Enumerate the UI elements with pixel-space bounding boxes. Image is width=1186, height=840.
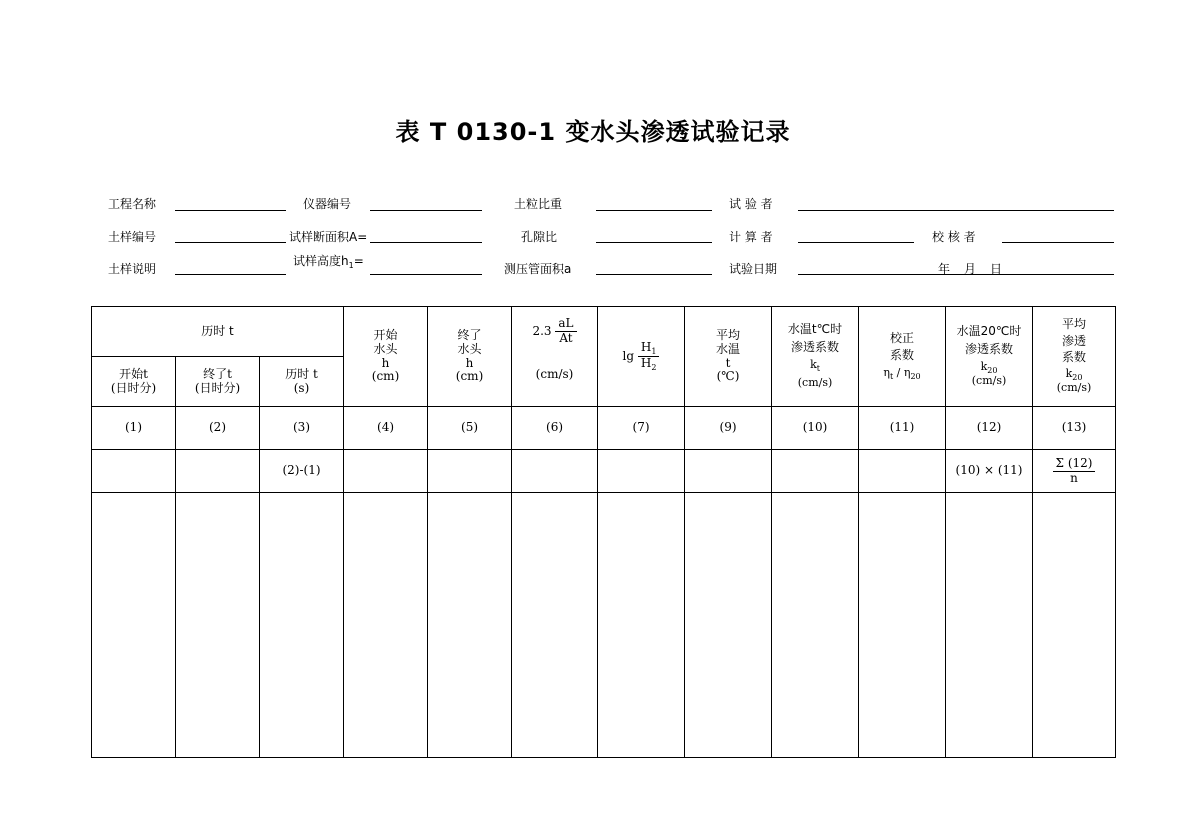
date-day: 日: [990, 262, 1003, 276]
sample-no-field: [175, 242, 286, 243]
end-time-header: 终了t (日时分): [176, 357, 260, 407]
data-cell[interactable]: [685, 493, 772, 758]
formula-cell: [512, 450, 598, 493]
index-cell: (11): [859, 407, 946, 450]
correction-factor-header: 校正 系数 $\eta_t / \eta_{20}$: [859, 307, 946, 407]
index-cell: (5): [428, 407, 512, 450]
data-cell[interactable]: [772, 493, 859, 758]
formula-cell-average: $\frac{\Sigma (12)}{n}$: [1033, 450, 1116, 493]
data-cell[interactable]: [428, 493, 512, 758]
formula-lg-header: lg $\frac{H_1}{H_2}$: [598, 307, 685, 407]
index-cell: (1): [92, 407, 176, 450]
checker-field: [1002, 242, 1114, 243]
avg-water-temp-header: 平均 水温 t (℃): [685, 307, 772, 407]
data-cell[interactable]: [512, 493, 598, 758]
formula-23-header: 2.3 $\frac{aL}{At}$ (cm/s): [512, 307, 598, 407]
avg-permeability-header: 平均 渗透 系数 $k_{20}$ (cm/s): [1033, 307, 1116, 407]
index-cell: (9): [685, 407, 772, 450]
date-month: 月: [964, 262, 977, 276]
data-cell[interactable]: [598, 493, 685, 758]
sample-desc-field: [175, 274, 286, 275]
elapsed-time-header: 历时 t (s): [260, 357, 344, 407]
index-cell: (7): [598, 407, 685, 450]
index-cell: (4): [344, 407, 428, 450]
formula-row: [92, 450, 1116, 493]
start-time-header: 开始t (日时分): [92, 357, 176, 407]
index-cell: (13): [1033, 407, 1116, 450]
data-cell[interactable]: [344, 493, 428, 758]
tube-area-label: 测压管面积a: [504, 262, 572, 276]
page-title: 表 T 0130-1 变水头渗透试验记录: [395, 118, 791, 146]
data-cell[interactable]: [946, 493, 1033, 758]
formula-cell: [92, 450, 176, 493]
test-date-field: [798, 274, 1114, 275]
cross-area-field: [370, 242, 482, 243]
data-cell[interactable]: [260, 493, 344, 758]
formula-cell: [344, 450, 428, 493]
k20-coefficient-header: 水温20℃时 渗透系数 $k_{20}$ (cm/s): [946, 307, 1033, 407]
date-year: 年: [938, 262, 951, 276]
porosity-field: [596, 242, 712, 243]
index-cell: (6): [512, 407, 598, 450]
data-cell[interactable]: [859, 493, 946, 758]
duration-group-header: 历时 t: [92, 307, 344, 357]
formula-cell: [176, 450, 260, 493]
calculator-label: 计 算 者: [729, 230, 773, 244]
sample-height-label: 试样高度$h_1=$: [293, 254, 364, 270]
index-cell: (3): [260, 407, 344, 450]
formula-cell: [598, 450, 685, 493]
tube-area-field: [596, 274, 712, 275]
data-cell[interactable]: [176, 493, 260, 758]
formula-cell: [685, 450, 772, 493]
cross-area-label: 试样断面积A=: [289, 230, 368, 244]
sample-desc-label: 土样说明: [108, 262, 157, 276]
index-cell: (10): [772, 407, 859, 450]
project-name-field: [175, 210, 286, 211]
calculator-field: [798, 242, 914, 243]
test-date-label: 试验日期: [729, 262, 778, 276]
specific-gravity-label: 土粒比重: [514, 197, 563, 211]
permeability-record-table: [91, 306, 1116, 758]
formula-cell: [772, 450, 859, 493]
sample-no-label: 土样编号: [108, 230, 157, 244]
kt-coefficient-header: 水温t℃时 渗透系数 $k_t$ (cm/s): [772, 307, 859, 407]
start-head-header: 开始 水头 h (cm): [344, 307, 428, 407]
data-entry-row: [92, 493, 1116, 758]
tester-field: [798, 210, 1114, 211]
checker-label: 校 核 者: [932, 230, 976, 244]
specific-gravity-field: [596, 210, 712, 211]
instrument-no-field: [370, 210, 482, 211]
tester-label: 试 验 者: [729, 197, 773, 211]
index-cell: (12): [946, 407, 1033, 450]
formula-cell: [859, 450, 946, 493]
project-name-label: 工程名称: [108, 197, 157, 211]
index-cell: (2): [176, 407, 260, 450]
data-cell[interactable]: [92, 493, 176, 758]
formula-cell-k20: (10) × (11): [946, 450, 1033, 493]
sample-height-field: [370, 274, 482, 275]
end-head-header: 终了 水头 h (cm): [428, 307, 512, 407]
data-cell[interactable]: [1033, 493, 1116, 758]
formula-cell-elapsed: (2)-(1): [260, 450, 344, 493]
index-row: [92, 407, 1116, 450]
porosity-label: 孔隙比: [521, 230, 558, 244]
formula-cell: [428, 450, 512, 493]
instrument-no-label: 仪器编号: [303, 197, 352, 211]
